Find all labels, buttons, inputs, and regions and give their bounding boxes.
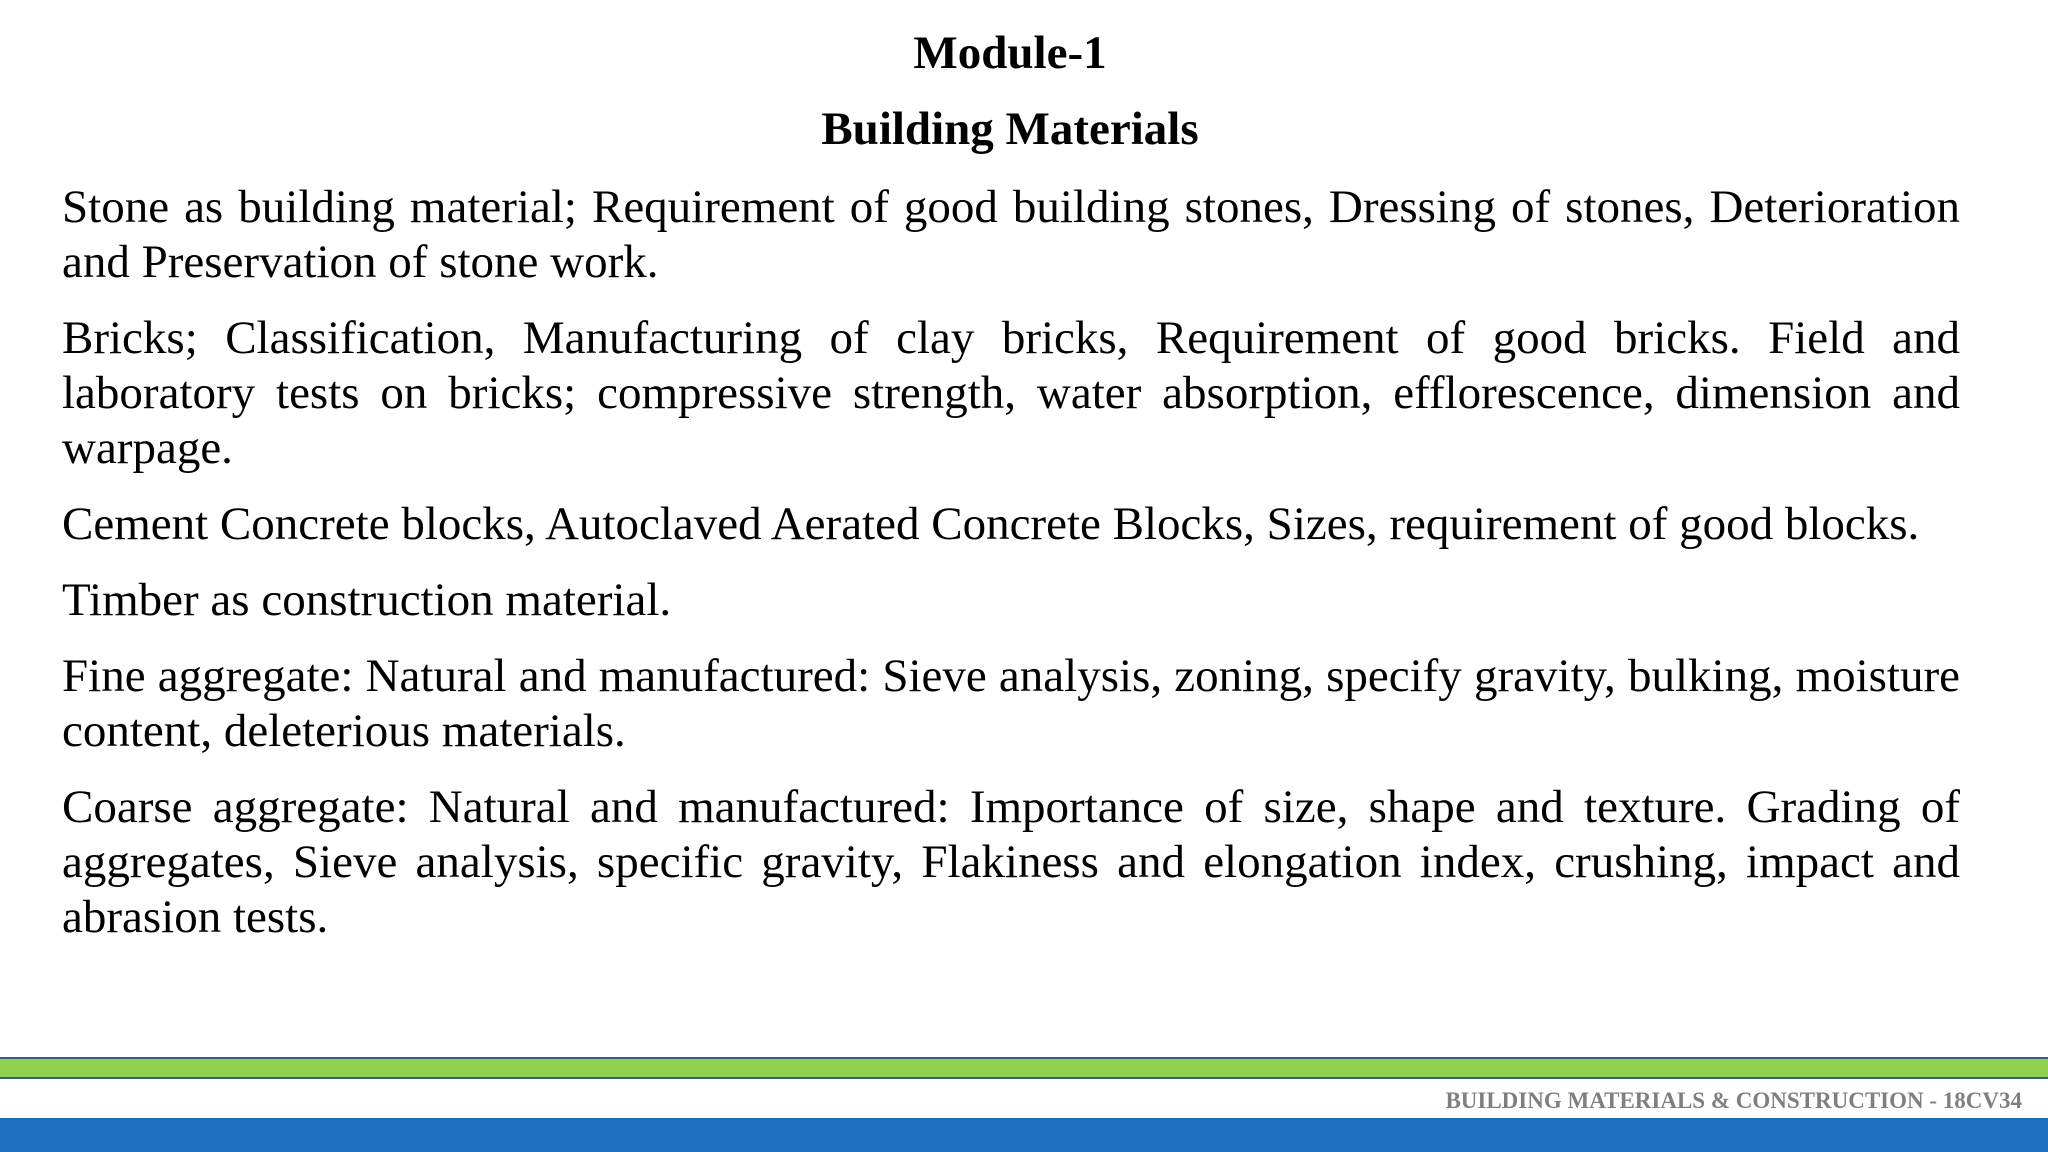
slide-subtitle: Building Materials xyxy=(821,103,1199,155)
footer-course-label: BUILDING MATERIALS & CONSTRUCTION - 18CV34 xyxy=(1445,1088,2022,1113)
paragraph-fine-aggregate: Fine aggregate: Natural and manufactured: Sieve analysis, zoning, specify gravity, bulking, moisture content, deleterious materials. xyxy=(62,650,1960,757)
paragraph-timber: Timber as construction material. xyxy=(62,574,672,626)
paragraph-bricks: Bricks; Classification, Manufacturing of clay bricks, Requirement of good bricks. Field and laboratory tests on bricks; compressive strength, water absorption, efflorescence, dimension and warpage. xyxy=(62,312,1960,474)
slide-content xyxy=(62,180,1960,966)
paragraph-coarse-aggregate: Coarse aggregate: Natural and manufactured: Importance of size, shape and texture. Grading of aggregates, Sieve analysis, specific gravity, Flakiness and elongation index, crushing, impact and abrasion tests. xyxy=(62,781,1960,943)
footer-blue-band xyxy=(0,1118,2048,1152)
paragraph-stone: Stone as building material; Requirement of good building stones, Dressing of stones, Deterioration and Preservation of stone work. xyxy=(62,181,1960,288)
module-title: Module-1 xyxy=(913,27,1107,79)
footer-green-band xyxy=(0,1057,2048,1079)
paragraph-concrete-blocks: Cement Concrete blocks, Autoclaved Aerated Concrete Blocks, Sizes, requirement of good blocks. xyxy=(62,498,1920,550)
